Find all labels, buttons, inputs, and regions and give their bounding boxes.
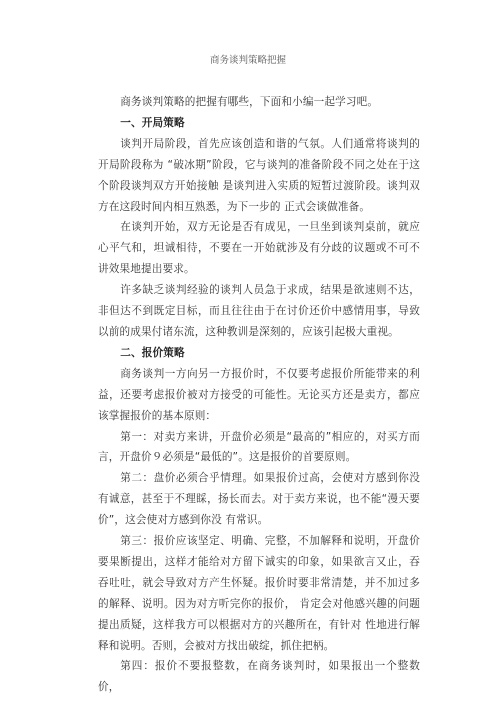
section-heading-pricing: 二、报价策略 (120, 346, 185, 359)
body-paragraph: 第二：盘价必须合乎情理。如果报价过高，会使对方感到你没有诚意，甚至于不理睬，扬长而去。对于卖方来说，也不能“漫天要价”，这会使对方感到你没 有常识。 (98, 472, 420, 527)
body-paragraph: 在谈判开始，双方无论是否有成见，一旦坐到谈判桌前，就应心平气和，坦诚相待，不要在一开始就涉及有分歧的议题或不可不讲效果地提出要求。 (98, 221, 420, 276)
body-paragraph: 商务谈判一方向另一方报价时，不仅要考虑报价所能带来的利益，还要考虑报价被对方接受的可能性。无论买方还是卖方，都应该掌握报价的基本原则： (98, 367, 420, 422)
intro-paragraph: 商务谈判策略的把握有哪些，下面和小编一起学习吧。 (120, 96, 379, 108)
body-paragraph: 第一：对卖方来讲，开盘价必须是“最高的”相应的，对买方而言，开盘价９必须是“最低的”。这是报价的首要原则。 (98, 430, 420, 464)
body-paragraph: 第三：报价应该坚定、明确、完整，不加解释和说明，开盘价要果断提出，这样才能给对方留下诚实的印象，如果欲言又止，吞吞吐吐，就会导致对方产生怀疑。报价时要非常清楚，并不加过多的解释、说明。因为对方听完你的报价， 肯定会对他感兴趣的问题提出质疑，这样我方可以根据对方的兴趣所在，有针对 性地进行解释和说明。否则，会被对方找出破绽，抓住把柄。 (98, 535, 420, 652)
body-paragraph: 第四：报价不要报整数，在商务谈判时，如果报出一个整数价， (98, 660, 420, 694)
body-paragraph: 谈判开局阶段，首先应该创造和谐的气氛。人们通常将谈判的开局阶段称为 “破冰期”阶段，它与谈判的准备阶段不同之处在于这个阶段谈判双方开始接触 是谈判进入实质的短暂过渡阶段。谈判双方在这段时间内相互熟悉，为下一步的 正式会谈做准备。 (98, 137, 420, 213)
body-paragraph: 许多缺乏谈判经验的谈判人员急于求成，结果是欲速则不达，非但达不到既定目标，而且往往由于在讨价还价中感情用事，导致以前的成果付诸东流，这种教训是深刻的，应该引起极大重视。 (98, 284, 420, 338)
section-heading-opening: 一、开局策略 (120, 116, 185, 129)
document-title: 商务谈判策略把握 (209, 55, 286, 66)
document-body (98, 92, 420, 698)
